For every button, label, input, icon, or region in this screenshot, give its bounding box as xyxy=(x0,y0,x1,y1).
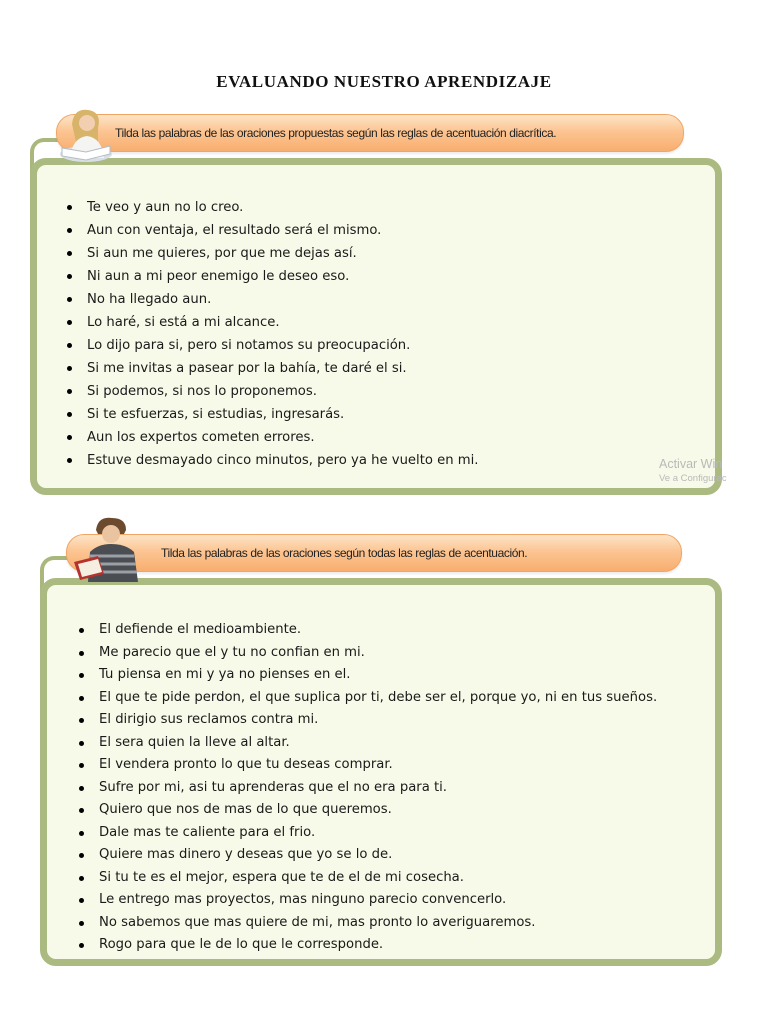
activation-watermark xyxy=(659,457,733,484)
list-item: Aun con ventaja, el resultado será el mismo. xyxy=(63,219,479,242)
list-item: El defiende el medioambiente. xyxy=(75,619,657,642)
list-item: Quiero que nos de mas de lo que queremos. xyxy=(75,799,657,822)
list-item: El dirigio sus reclamos contra mi. xyxy=(75,709,657,732)
list-item: No sabemos que mas quiere de mi, mas pronto lo averiguaremos. xyxy=(75,912,657,935)
watermark-line-2: Ve a Configurac xyxy=(659,473,727,484)
list-item: Si me invitas a pasear por la bahía, te daré el si. xyxy=(63,357,479,380)
list-item: Lo dijo para si, pero si notamos su preocupación. xyxy=(63,334,479,357)
instruction-text: Tilda las palabras de las oraciones según todas las reglas de acentuación. xyxy=(161,546,528,560)
exercise-panel-1 xyxy=(30,158,722,495)
list-item: Lo haré, si está a mi alcance. xyxy=(63,311,479,334)
sentence-list-2 xyxy=(75,619,657,957)
list-item: Ni aun a mi peor enemigo le deseo eso. xyxy=(63,265,479,288)
exercise-panel-2 xyxy=(40,578,722,966)
list-item: El vendera pronto lo que tu deseas comprar. xyxy=(75,754,657,777)
instruction-text: Tilda las palabras de las oraciones propuestas según las reglas de acentuación diacrítica. xyxy=(115,126,557,140)
list-item: Si tu te es el mejor, espera que te de el de mi cosecha. xyxy=(75,867,657,890)
woman-reading-icon xyxy=(58,104,114,162)
list-item: Estuve desmayado cinco minutos, pero ya he vuelto en mi. xyxy=(63,449,479,472)
list-item: Te veo y aun no lo creo. xyxy=(63,196,479,219)
list-item: Me parecio que el y tu no confian en mi. xyxy=(75,642,657,665)
list-item: Si aun me quieres, por que me dejas así. xyxy=(63,242,479,265)
list-item: Sufre por mi, asi tu aprenderas que el no era para ti. xyxy=(75,777,657,800)
page-title: EVALUANDO NUESTRO APRENDIZAJE xyxy=(216,72,552,91)
sentence-list-1 xyxy=(63,196,479,472)
list-item: Dale mas te caliente para el frio. xyxy=(75,822,657,845)
list-item: El sera quien la lleve al altar. xyxy=(75,732,657,755)
list-item: Quiere mas dinero y deseas que yo se lo de. xyxy=(75,844,657,867)
list-item: Aun los expertos cometen errores. xyxy=(63,426,479,449)
list-item: Rogo para que le de lo que le corresponde. xyxy=(75,934,657,957)
list-item: Si te esfuerzas, si estudias, ingresarás. xyxy=(63,403,479,426)
list-item: No ha llegado aun. xyxy=(63,288,479,311)
exercise-section-1 xyxy=(0,100,768,500)
list-item: Si podemos, si nos lo proponemos. xyxy=(63,380,479,403)
watermark-line-1: Activar Win xyxy=(659,457,723,471)
list-item: Le entrego mas proyectos, mas ninguno parecio convencerlo. xyxy=(75,889,657,912)
exercise-section-2 xyxy=(0,512,768,972)
list-item: El que te pide perdon, el que suplica por ti, debe ser el, porque yo, ni en tus sueños. xyxy=(75,687,657,710)
instruction-banner-2 xyxy=(66,534,682,572)
boy-reading-icon xyxy=(68,516,158,582)
instruction-banner-1 xyxy=(56,114,684,152)
list-item: Tu piensa en mi y ya no pienses en el. xyxy=(75,664,657,687)
